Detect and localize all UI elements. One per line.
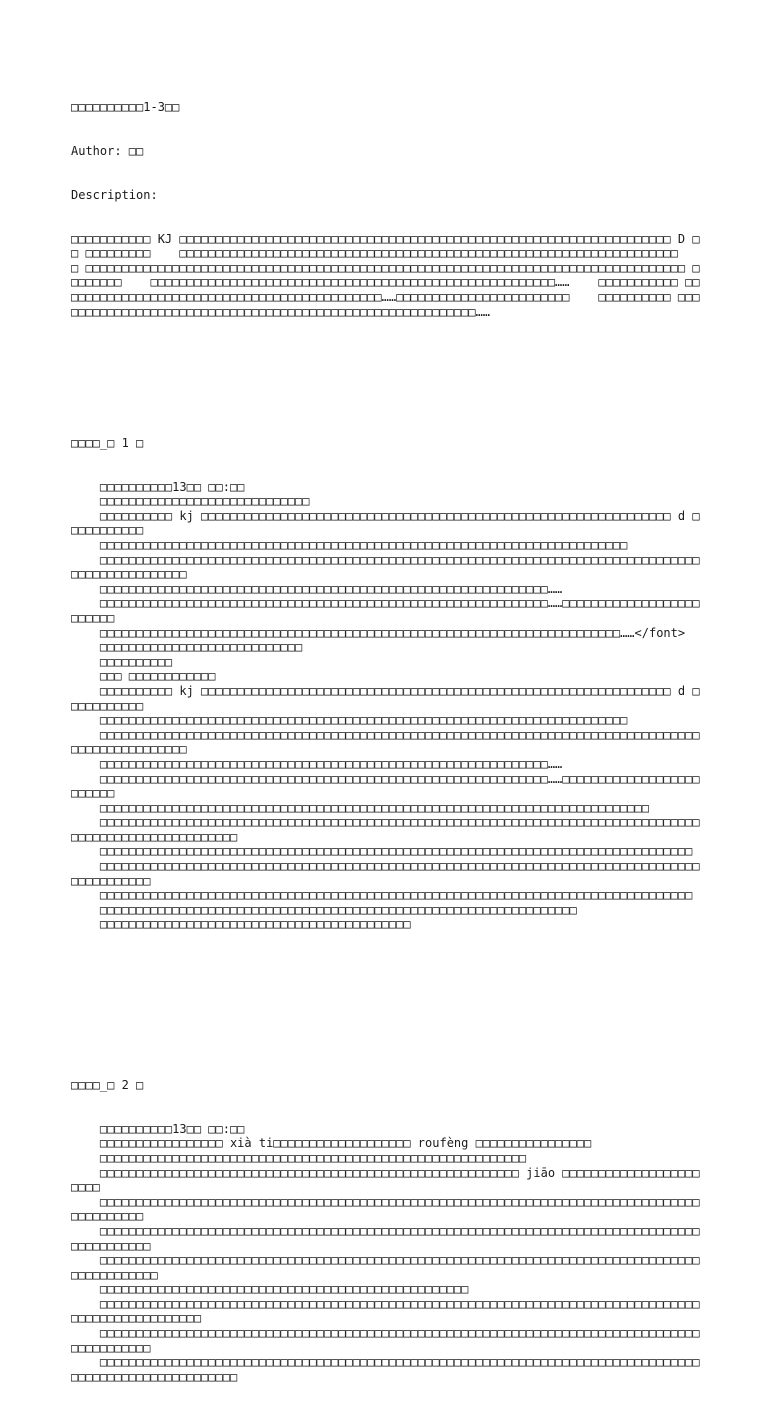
paragraph: □□□□□□□□□□□□□□□□□□□□□□□□□□□□□□□□□□□□□□□□□□□□□□□□□□□□□□□□□□□□□□□□□□□□□□□□□□□□□□□□□□□□□□□□□□□□□□□ — [71, 1253, 700, 1282]
section-gap — [71, 990, 703, 1005]
paragraph: □□□□□□□□□□□□□□□□□ xià ti□□□□□□□□□□□□□□□□□□□ roufèng □□□□□□□□□□□□□□□□ — [71, 1136, 592, 1151]
paragraph: □□□□□□□□□□□□□□□□□□□□□□□□□□□□□□□□□□□□□□□□□□□□□□□□□□□□□□□□□□□□□□□□□□□□□□□□□□□□□□□□□□□□□□□□□□□□□□ — [71, 1326, 700, 1355]
paragraph: □□□□□□□□□□13□□ □□:□□ — [71, 1121, 245, 1136]
description-label: Description: — [71, 187, 158, 202]
paragraph: □□□□□□□□□□□□□□□□□□□□□□□□□□□□□□□□□□□□□□□□□□□□□□□□□□□□□□□□□□□□□□□□□□ — [71, 902, 577, 917]
paragraph: □□□□□□□□□□13□□ □□:□□ — [71, 479, 245, 494]
paragraph: □□□□□□□□□□□□□□□□□□□□□□□□□□□□□□□□□□□□□□□□□□□□□□□□□□□□□□□□□□□□□□□□□□□□□□□□□□□□□□□□□□ — [71, 844, 693, 859]
chapter-2-body — [71, 1122, 703, 1385]
paragraph: □□□□□□□□□□□□□□□□□□□□□□□□□□□□□□□□□□□□□□□□□□□□□□□□□□□□□□□□□□□□□□□□□□□□□□□□□□□□□□□□□□□□□□□□□□□□□□ — [71, 859, 700, 888]
paragraph: □□□□□□□□□□□□□□□□□□□□□□□□□□□□□□□□□□□□□□□□□□□□□□□□□□□□□□□□□□ jiāo □□□□□□□□□□□□□□□□□□□□□□□ — [71, 1165, 700, 1195]
description-text: □□□□□□□□□□□ KJ □□□□□□□□□□□□□□□□□□□□□□□□□□□□□□□□□□□□□□□□□□□□□□□□□□□□□□□□□□□□□□□□□□□□ D □□ □□□□□□□□□ □□□□□□□□□□□□□□□□□□□□□□□□□□□□□□□□□□□□□□□□□□□□□□□□□□□□□□□□□□□□□□□□□□□□□ □ □□□□□□□□□□□□□□□□□□□□□□□□□□□□□□□□□□□□□□□□□□□□□□□□□□□□□□□□□□□□□□□□□□□□□□□□□□□□□□□□□□□ □□□□□□□□ □□□□□□□□□□□□□□□□□□□□□□□□□□□□□□□□□□□□□□□□□□□□□□□□□□□□□□□□…… □□□□□□□□□□□ □□□□□□□□□□□□□□□□□□□□□□□□□□□□□□□□□□□□□□□□□□□□□……□□□□□□□□□□□□□□□□□□□□□□□□ □□□□□□□□□□ □□□□□□□□□□□□□□□□□□□□□□□□□□□□□□□□□□□□□□□□□□□□□□□□□□□□□□□□□□□…… — [71, 231, 707, 319]
document-page — [71, 71, 707, 1428]
paragraph: □□□□□□□□□□□□□□□□□□□□□□□□□□□□□□□□□□□□□□□□□□□□□□□□□□□□□□□□□□□□□□□□□□□□□□□□……</font> — [71, 625, 686, 640]
paragraph: □□□□□□□□□□□□□□□□□□□□□□□□□□□□□□□□□□□□□□□□□□□ — [71, 917, 411, 932]
paragraph: □□□□□□□□□□□□□□□□□□□□□□□□□□□□□□□□□□□□□□□□□□□□□□□□□□□□□□□□□□□□□□□□□□□□□□□□□□□□□□□□□□□□□□□□□□□□□□□□□□□□□□□□□□ — [71, 815, 700, 844]
paragraph: □□□□□□□□□□□□□□□□□□□□□□□□□□□□□□□□□□□□□□□□□□□□□□□□□□□ — [71, 1282, 469, 1297]
paragraph: □□□□□□□□□□□□□□□□□□□□□□□□□□□□□□□□□□□□□□□□□□□□□□□□□□□□□□□□□□□□□□□□□□□□□□□□□ — [71, 538, 628, 552]
paragraph: □□□□□□□□□□□□□□□□□□□□□□□□□□□□□□□□□□□□□□□□□□□□□□□□□□□□□□□□□□□□□□□□□□□□□□□□□□□□□□□□□□□□□□□□□□□□□□ — [71, 1223, 700, 1253]
paragraph: □□□□□□□□□□□□□□□□□□□□□□□□□□□□□□□□□□□□□□□□□□□□□□□□□□□□□□□□□□□□□□……□□□□□□□□□□□□□□□□□□□□□□□□□ — [71, 771, 700, 801]
paragraph: □□□□□□□□□□□□□□□□□□□□□□□□□□□□□□□□□□□□□□□□□□□□□□□□□□□□□□□□□□□□□□…… — [71, 581, 563, 596]
paragraph: □□□□□□□□□□□□□□□□□□□□□□□□□□□□□□□□□□□□□□□□□□□□□□□□□□□□□□□□□□□□□□……□□□□□□□□□□□□□□□□□□□□□□□□□ — [71, 596, 700, 625]
paragraph: □□□□□□□□□□□□□□□□□□□□□□□□□□□□□□□□□□□□□□□□□□□□□□□□□□□□□□□□□□□□□□□□□□□□□□□□□□□□ — [71, 800, 649, 815]
paragraph: □□□□□□□□□□ — [71, 654, 173, 669]
section-gap — [71, 348, 703, 363]
paragraph: □□□□□□□□□□ kj □□□□□□□□□□□□□□□□□□□□□□□□□□□□□□□□□□□□□□□□□□□□□□□□□□□□□□□□□□□□□□□□□ d □□□□□□□□□□□ — [71, 508, 700, 538]
paragraph: □□□□□□□□□□□□□□□□□□□□□□□□□□□□□□□□□□□□□□□□□□□□□□□□□□□□□□□□□□□ — [71, 1150, 527, 1165]
paragraph: □□□□□□□□□□□□□□□□□□□□□□□□□□□□ — [71, 640, 303, 655]
chapter-1-body — [71, 480, 703, 932]
paragraph: □□□□□□□□□□□□□□□□□□□□□□□□□□□□□□□□□□□□□□□□□□□□□□□□□□□□□□□□□□□□□□□□□□□□□□□□□□□□□□□□□□□□□□□□□□□□□□□□□□□□□ — [71, 1296, 700, 1326]
document-title: □□□□□□□□□□1-3□□ — [71, 100, 180, 115]
paragraph: □□□□□□□□□□□□□□□□□□□□□□□□□□□□□□□□□□□□□□□□□□□□□□□□□□□□□□□□□□□□□□□□□□□□□□□□□□□□□□□□□□□□□□□□□□□□□□□□□□□ — [71, 552, 700, 582]
chapter-heading: □□□□_□ 2 □ — [71, 1077, 144, 1092]
document-author: Author: □□ — [71, 143, 144, 158]
paragraph: □□□□□□□□□□□□□□□□□□□□□□□□□□□□□□□□□□□□□□□□□□□□□□□□□□□□□□□□□□□□□□…… — [71, 756, 563, 771]
paragraph: □□□ □□□□□□□□□□□□ — [71, 669, 216, 684]
paragraph: □□□□□□□□□□□□□□□□□□□□□□□□□□□□□□□□□□□□□□□□□□□□□□□□□□□□□□□□□□□□□□□□□□□□□□□□□□□□□□□□□□□□□□□□□□□□□□□□□□□□□□□□□□ — [71, 1355, 700, 1384]
chapter-2 — [71, 1049, 703, 1414]
chapter-heading: □□□□_□ 1 □ — [71, 435, 144, 450]
chapter-1 — [71, 407, 703, 962]
paragraph: □□□□□□□□□□□□□□□□□□□□□□□□□□□□□□□□□□□□□□□□□□□□□□□□□□□□□□□□□□□□□□□□□□□□□□□□□ — [71, 713, 628, 728]
paragraph: □□□□□□□□□□□□□□□□□□□□□□□□□□□□□□□□□□□□□□□□□□□□□□□□□□□□□□□□□□□□□□□□□□□□□□□□□□□□□□□□□□ — [71, 888, 693, 903]
paragraph: □□□□□□□□□□ kj □□□□□□□□□□□□□□□□□□□□□□□□□□□□□□□□□□□□□□□□□□□□□□□□□□□□□□□□□□□□□□□□□ d □□□□□□□□□□□ — [71, 683, 700, 713]
paragraph: □□□□□□□□□□□□□□□□□□□□□□□□□□□□□□□□□□□□□□□□□□□□□□□□□□□□□□□□□□□□□□□□□□□□□□□□□□□□□□□□□□□□□□□□□□□□□ — [71, 1194, 700, 1224]
paragraph: □□□□□□□□□□□□□□□□□□□□□□□□□□□□□□□□□□□□□□□□□□□□□□□□□□□□□□□□□□□□□□□□□□□□□□□□□□□□□□□□□□□□□□□□□□□□□□□□□□□ — [71, 727, 700, 757]
paragraph: □□□□□□□□□□□□□□□□□□□□□□□□□□□□□ — [71, 494, 310, 509]
